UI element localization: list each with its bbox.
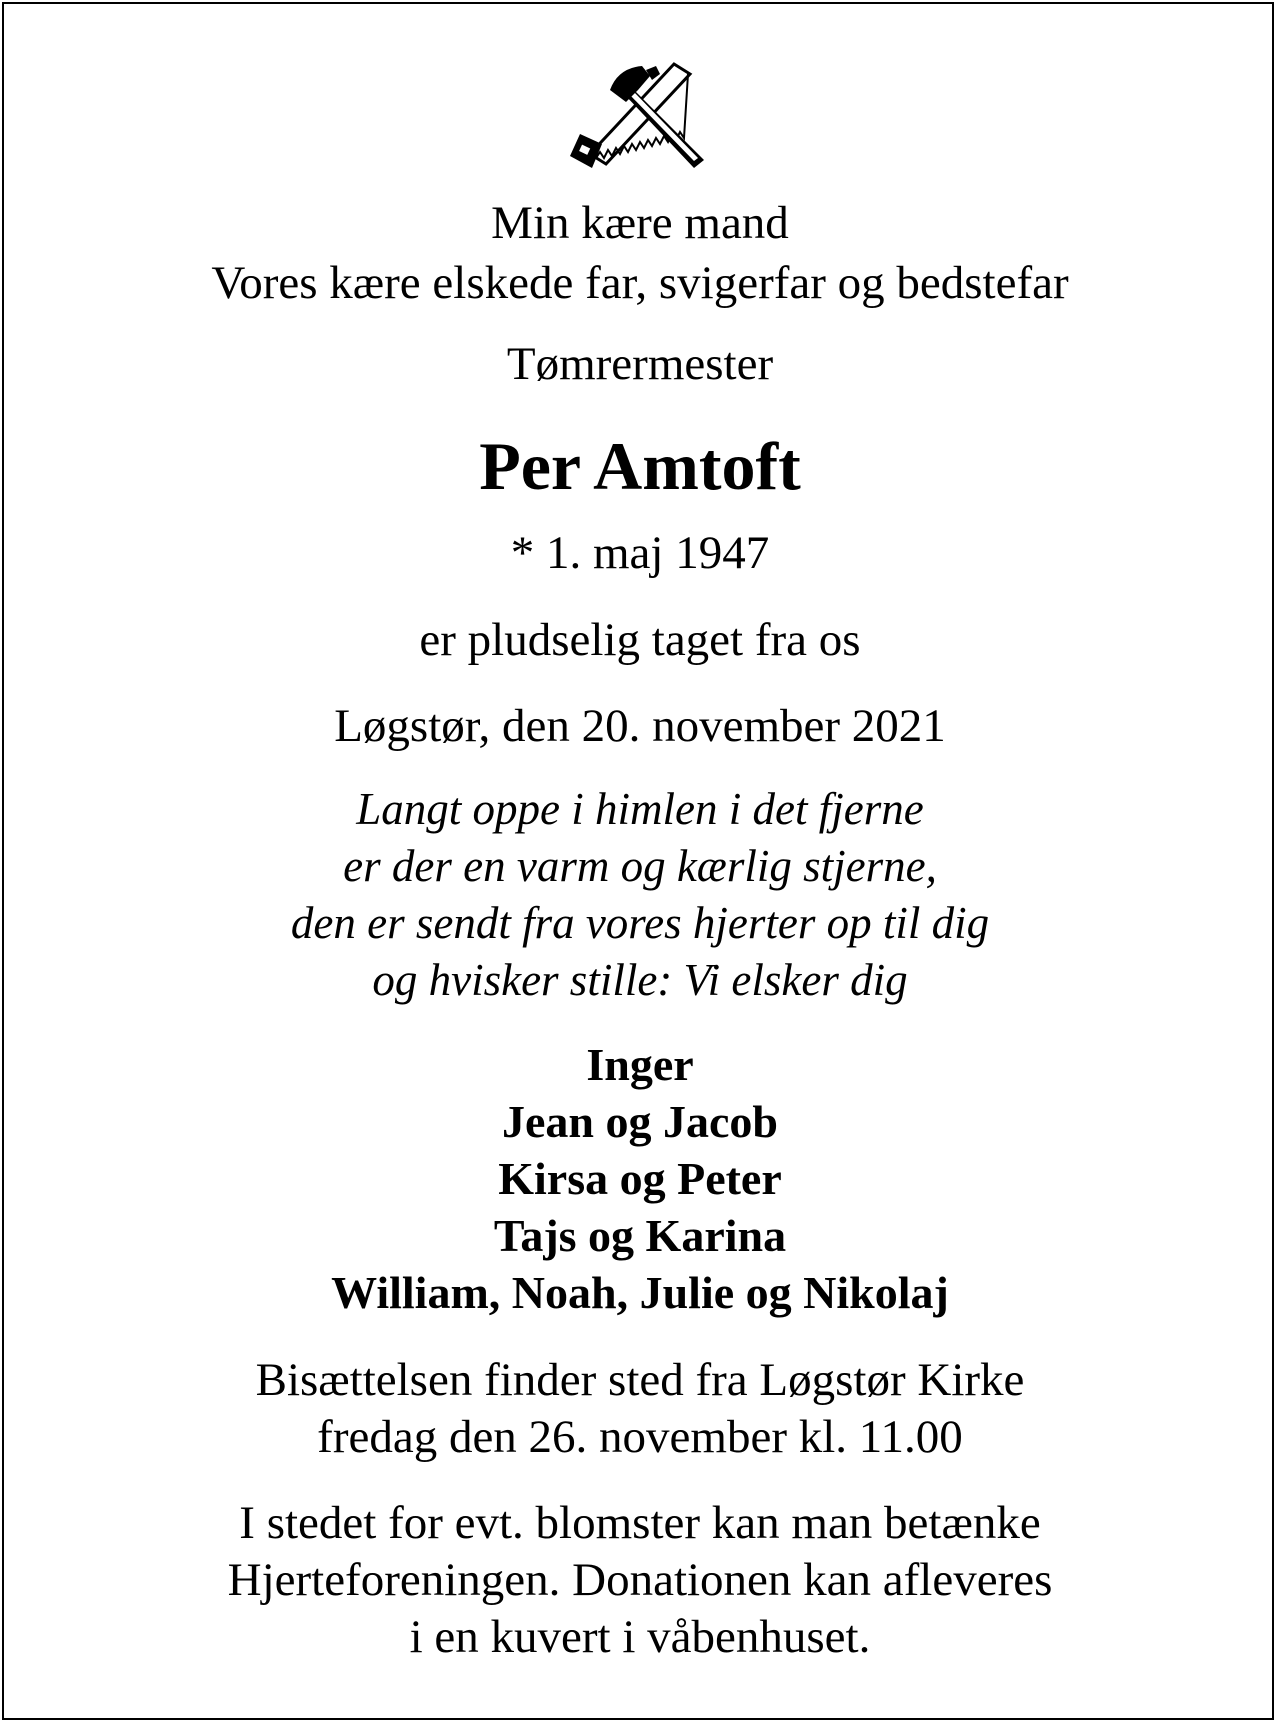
family-line-5: William, Noah, Julie og Nikolaj <box>331 1267 949 1318</box>
funeral-line-1: Bisættelsen finder sted fra Løgstør Kirke <box>255 1354 1025 1406</box>
donation-line-1: I stedet for evt. blomster kan man betænke <box>239 1497 1041 1549</box>
birth-date: * 1. maj 1947 <box>510 527 770 579</box>
poem-line-2: er der en varm og kærlig stjerne, <box>343 841 937 891</box>
family-line-3: Kirsa og Peter <box>498 1153 782 1204</box>
family-line-2: Jean og Jacob <box>502 1096 778 1147</box>
family-line-4: Tajs og Karina <box>493 1210 787 1261</box>
poem-line-3: den er sendt fra vores hjerter op til dig <box>290 898 990 948</box>
greeting-line-2: Vores kære elskede far, svigerfar og bedstefar <box>211 257 1069 309</box>
poem-line-4: og hvisker stille: Vi elsker dig <box>372 955 908 1005</box>
funeral-line-2: fredag den 26. november kl. 11.00 <box>317 1411 963 1463</box>
carpenter-hammer-saw-icon <box>566 60 716 174</box>
family-line-1: Inger <box>586 1039 694 1090</box>
donation-line-3: i en kuvert i våbenhuset. <box>409 1611 871 1663</box>
poem-line-1: Langt oppe i himlen i det fjerne <box>356 784 924 834</box>
profession: Tømrermester <box>506 338 774 390</box>
deceased-name: Per Amtoft <box>479 428 801 504</box>
donation-line-2: Hjerteforeningen. Donationen kan afleveres <box>227 1554 1053 1606</box>
passing-text: er pludselig taget fra os <box>419 614 861 666</box>
place-and-date: Løgstør, den 20. november 2021 <box>334 700 946 752</box>
greeting-line-1: Min kære mand <box>491 197 789 249</box>
